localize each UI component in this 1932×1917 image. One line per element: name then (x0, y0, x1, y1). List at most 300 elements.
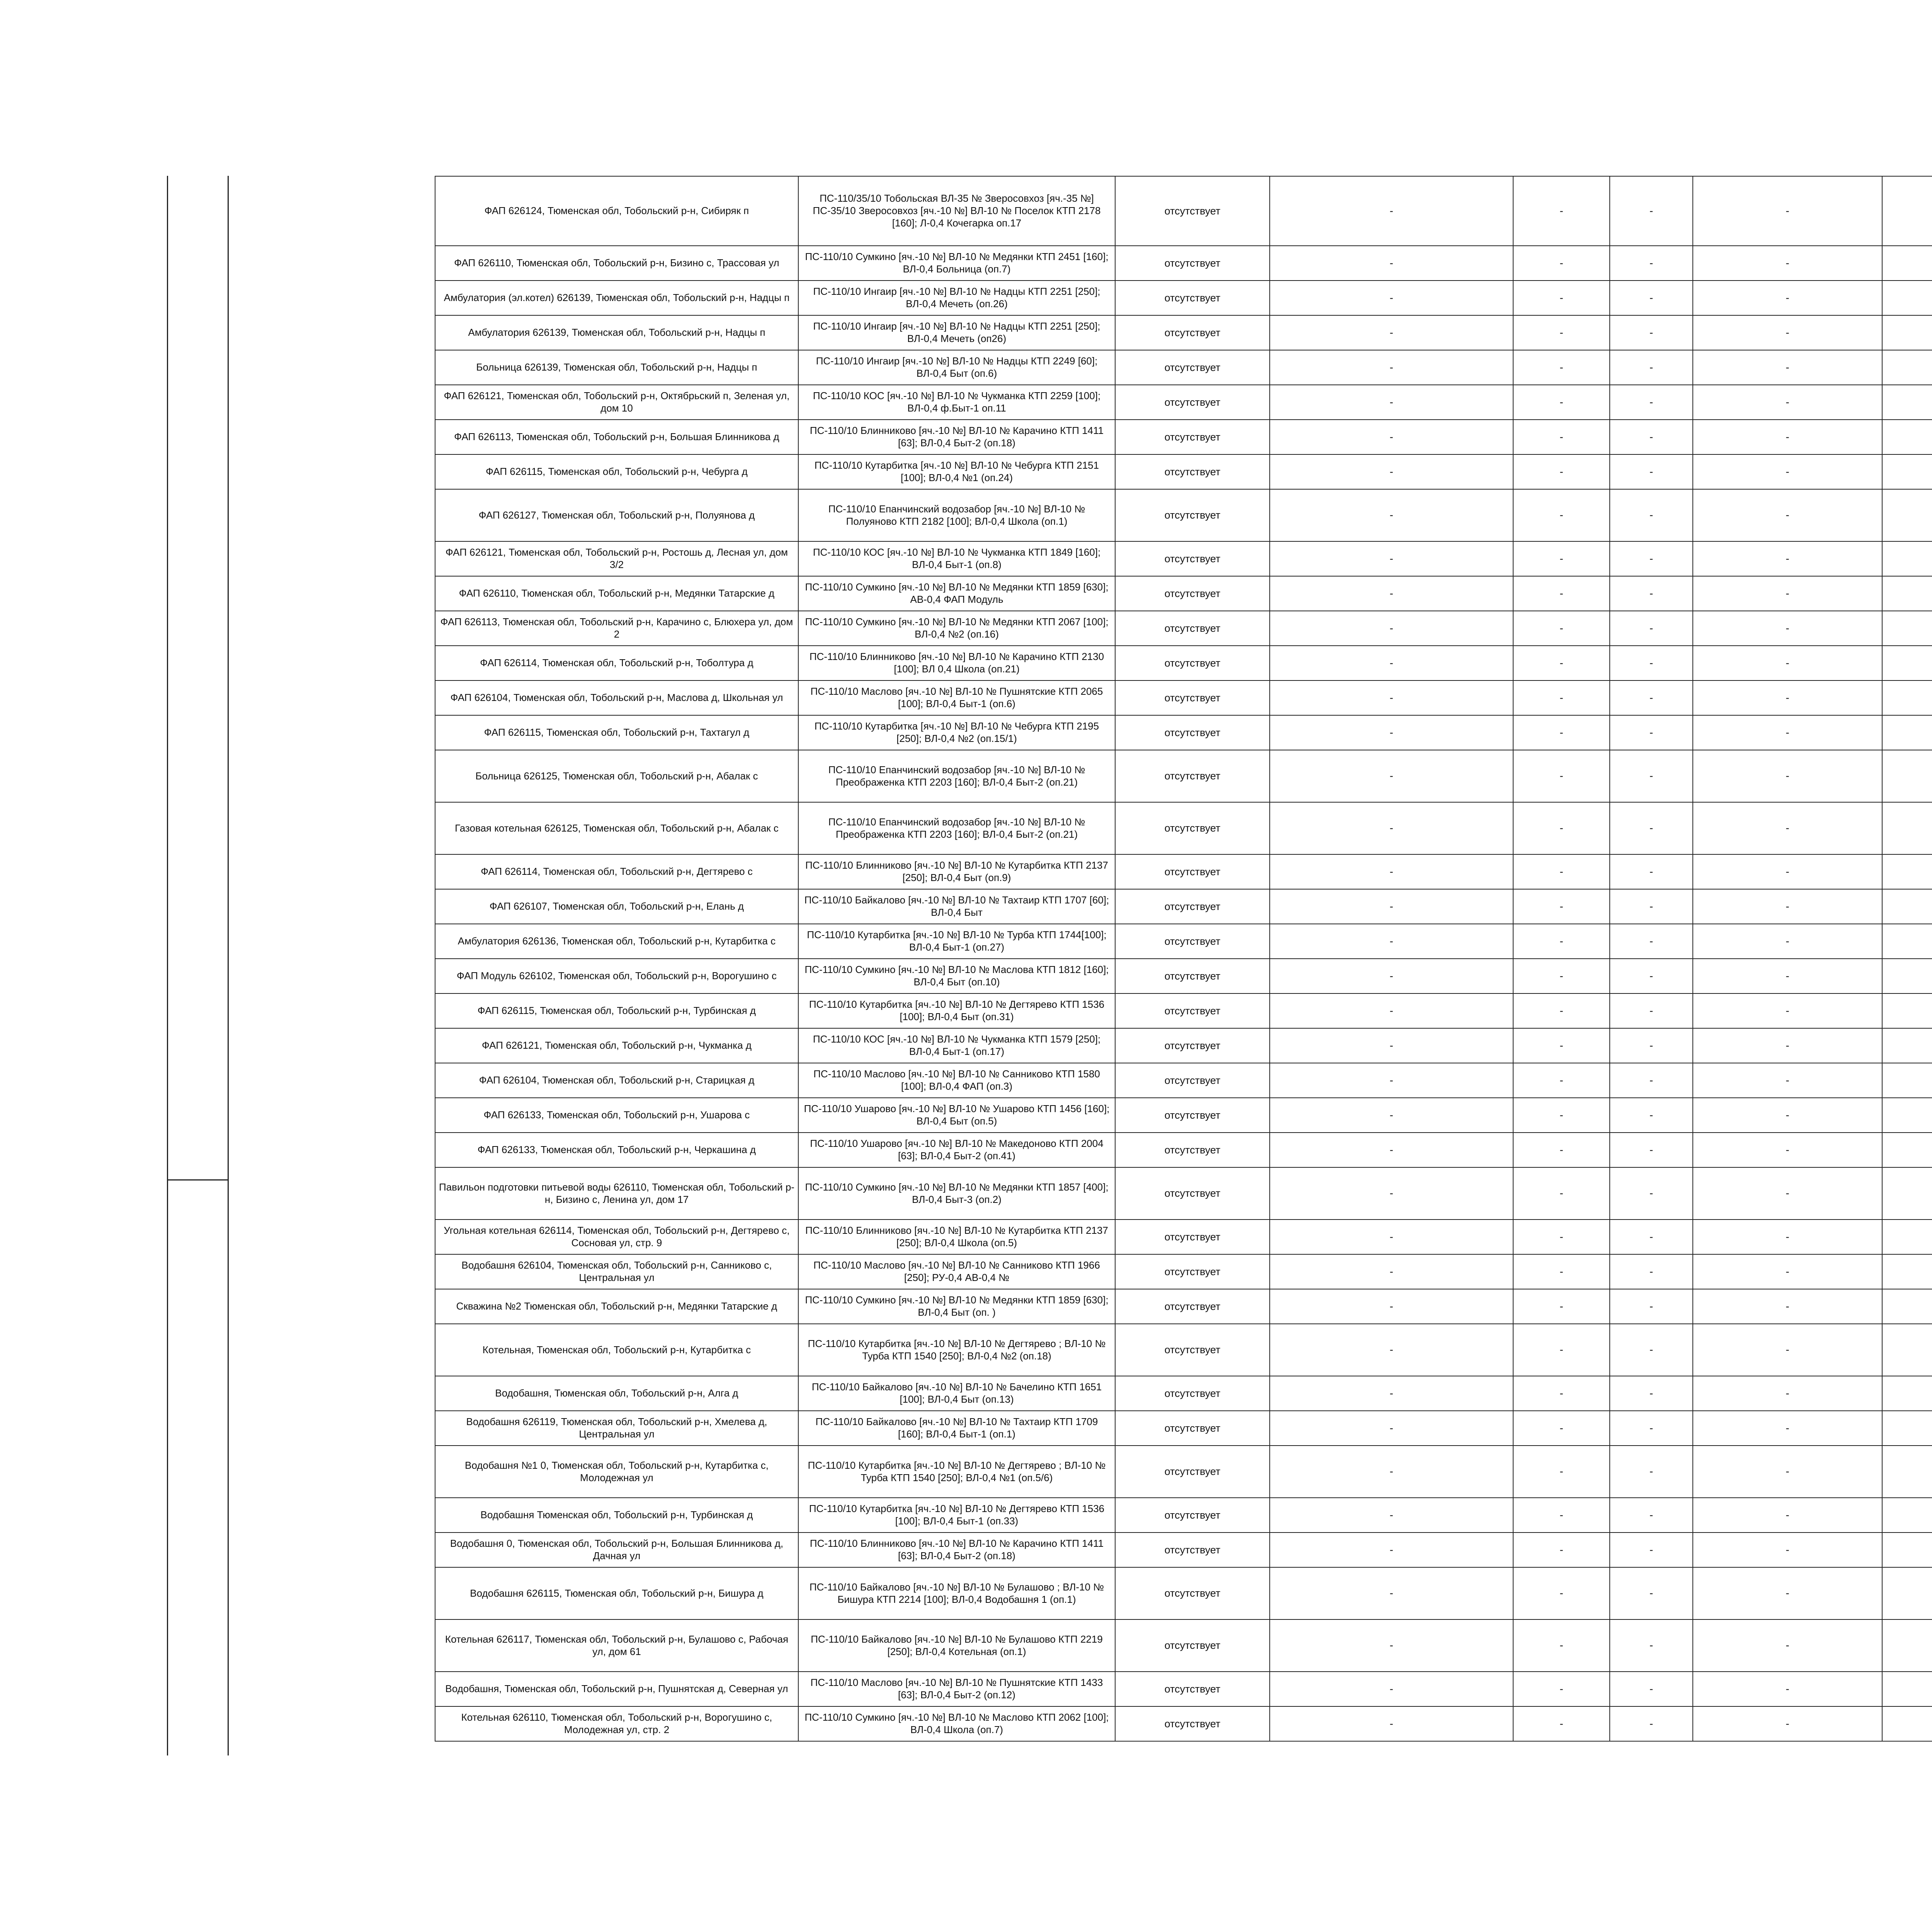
empty-value-cell: - (1693, 1254, 1882, 1289)
table-row (435, 489, 1932, 541)
empty-value-cell (1882, 315, 1932, 350)
empty-value-cell: - (1693, 1533, 1882, 1567)
empty-value-cell: - (1693, 176, 1882, 246)
empty-value-cell: - (1693, 1167, 1882, 1220)
facility-cell: Водобашня Тюменская обл, Тобольский р-н, Турбинская д (435, 1498, 798, 1533)
empty-value-cell (1882, 715, 1932, 750)
empty-value-cell: - (1270, 1672, 1513, 1706)
empty-value-cell (1882, 1133, 1932, 1167)
facility-cell: Водобашня, Тюменская обл, Тобольский р-н, Алга д (435, 1376, 798, 1411)
empty-value-cell: - (1610, 1376, 1693, 1411)
facility-cell: Котельная 626110, Тюменская обл, Тобольский р-н, Ворогушино с, Молодежная ул, стр. 2 (435, 1706, 798, 1741)
empty-value-cell: - (1270, 1289, 1513, 1324)
table-body (435, 176, 1932, 1741)
empty-value-cell: - (1513, 315, 1610, 350)
table-row (435, 1411, 1932, 1446)
table-row (435, 1028, 1932, 1063)
empty-value-cell (1882, 1706, 1932, 1741)
connection-cell: ПС-110/10 Сумкино [яч.-10 №] ВЛ-10 № Медянки КТП 1859 [630]; ВЛ-0,4 Быт (оп. ) (798, 1289, 1115, 1324)
empty-value-cell: - (1610, 1498, 1693, 1533)
empty-value-cell (1882, 1167, 1932, 1220)
empty-value-cell: - (1513, 1411, 1610, 1446)
status-cell: отсутствует (1115, 802, 1270, 854)
connection-cell: ПС-110/10 Байкалово [яч.-10 №] ВЛ-10 № Булашово КТП 2219 [250]; ВЛ-0,4 Котельная (оп.1) (798, 1619, 1115, 1672)
facility-cell: ФАП 626115, Тюменская обл, Тобольский р-н, Тахтагул д (435, 715, 798, 750)
status-cell: отсутствует (1115, 1498, 1270, 1533)
empty-value-cell: - (1270, 680, 1513, 715)
empty-value-cell: - (1610, 541, 1693, 576)
empty-value-cell (1882, 541, 1932, 576)
facility-cell: ФАП 626133, Тюменская обл, Тобольский р-н, Черкашина д (435, 1133, 798, 1167)
empty-value-cell (1882, 1220, 1932, 1254)
table-row (435, 1289, 1932, 1324)
table-row (435, 1706, 1932, 1741)
empty-value-cell: - (1610, 1533, 1693, 1567)
empty-value-cell: - (1693, 750, 1882, 802)
empty-value-cell: - (1513, 802, 1610, 854)
empty-value-cell: - (1693, 715, 1882, 750)
empty-value-cell: - (1270, 1324, 1513, 1376)
empty-value-cell: - (1693, 959, 1882, 993)
table-row (435, 646, 1932, 680)
status-cell: отсутствует (1115, 611, 1270, 646)
empty-value-cell: - (1610, 1672, 1693, 1706)
empty-value-cell: - (1513, 1672, 1610, 1706)
empty-value-cell: - (1270, 1098, 1513, 1133)
empty-value-cell (1882, 1533, 1932, 1567)
status-cell: отсутствует (1115, 1533, 1270, 1567)
facility-cell: Газовая котельная 626125, Тюменская обл, Тобольский р-н, Абалак с (435, 802, 798, 854)
empty-value-cell: - (1610, 246, 1693, 281)
empty-value-cell (1882, 385, 1932, 420)
status-cell: отсутствует (1115, 1167, 1270, 1220)
connection-cell: ПС-110/10 Маслово [яч.-10 №] ВЛ-10 № Санниково КТП 1580 [100]; ВЛ-0,4 ФАП (оп.3) (798, 1063, 1115, 1098)
table-row (435, 993, 1932, 1028)
facility-cell: Водобашня 626104, Тюменская обл, Тобольский р-н, Санниково с, Центральная ул (435, 1254, 798, 1289)
facility-connection-table (435, 176, 1932, 1742)
status-cell: отсутствует (1115, 993, 1270, 1028)
empty-value-cell: - (1270, 1376, 1513, 1411)
connection-cell: ПС-110/10 Маслово [яч.-10 №] ВЛ-10 № Санниково КТП 1966 [250]; РУ-0,4 АВ-0,4 № (798, 1254, 1115, 1289)
status-cell: отсутствует (1115, 1619, 1270, 1672)
facility-cell: ФАП 626113, Тюменская обл, Тобольский р-н, Карачино с, Блюхера ул, дом 2 (435, 611, 798, 646)
empty-value-cell: - (1270, 281, 1513, 315)
facility-cell: ФАП 626121, Тюменская обл, Тобольский р-н, Чукманка д (435, 1028, 798, 1063)
table-row (435, 1672, 1932, 1706)
empty-value-cell: - (1270, 1498, 1513, 1533)
empty-value-cell: - (1693, 1220, 1882, 1254)
table-row (435, 715, 1932, 750)
table-row (435, 1098, 1932, 1133)
empty-value-cell: - (1270, 541, 1513, 576)
status-cell: отсутствует (1115, 646, 1270, 680)
empty-value-cell: - (1610, 889, 1693, 924)
connection-cell: ПС-110/10 Байкалово [яч.-10 №] ВЛ-10 № Булашово ; ВЛ-10 № Бишура КТП 2214 [100]; ВЛ-0,4 Водобашня 1 (оп.1) (798, 1567, 1115, 1619)
status-cell: отсутствует (1115, 350, 1270, 385)
empty-value-cell: - (1610, 1028, 1693, 1063)
empty-value-cell: - (1270, 246, 1513, 281)
connection-cell: ПС-110/10 Блинниково [яч.-10 №] ВЛ-10 № Карачино КТП 1411 [63]; ВЛ-0,4 Быт-2 (оп.18) (798, 1533, 1115, 1567)
empty-value-cell (1882, 1498, 1932, 1533)
empty-value-cell: - (1693, 576, 1882, 611)
table-row (435, 750, 1932, 802)
empty-value-cell: - (1513, 1376, 1610, 1411)
empty-value-cell: - (1270, 646, 1513, 680)
empty-value-cell: - (1513, 854, 1610, 889)
empty-value-cell: - (1693, 1446, 1882, 1498)
table-row (435, 1254, 1932, 1289)
empty-value-cell: - (1610, 1619, 1693, 1672)
table-row (435, 1133, 1932, 1167)
empty-value-cell (1882, 889, 1932, 924)
empty-value-cell: - (1270, 715, 1513, 750)
empty-value-cell: - (1513, 541, 1610, 576)
empty-value-cell: - (1610, 420, 1693, 454)
table-row (435, 1063, 1932, 1098)
empty-value-cell: - (1610, 1254, 1693, 1289)
empty-value-cell: - (1513, 1533, 1610, 1567)
empty-value-cell (1882, 489, 1932, 541)
empty-value-cell: - (1270, 315, 1513, 350)
status-cell: отсутствует (1115, 1063, 1270, 1098)
facility-cell: Амбулатория 626136, Тюменская обл, Тобольский р-н, Кутарбитка с (435, 924, 798, 959)
empty-value-cell: - (1610, 993, 1693, 1028)
empty-value-cell: - (1513, 611, 1610, 646)
table-row (435, 802, 1932, 854)
empty-value-cell (1882, 1063, 1932, 1098)
empty-value-cell: - (1270, 1167, 1513, 1220)
status-cell: отсутствует (1115, 1133, 1270, 1167)
empty-value-cell: - (1693, 1028, 1882, 1063)
empty-value-cell: - (1693, 924, 1882, 959)
empty-value-cell: - (1693, 993, 1882, 1028)
empty-value-cell: - (1270, 1446, 1513, 1498)
empty-value-cell (1882, 611, 1932, 646)
empty-value-cell: - (1693, 802, 1882, 854)
table-row (435, 1533, 1932, 1567)
empty-value-cell: - (1693, 646, 1882, 680)
empty-value-cell: - (1610, 1411, 1693, 1446)
empty-value-cell (1882, 1567, 1932, 1619)
facility-cell: Водобашня 626119, Тюменская обл, Тобольский р-н, Хмелева д, Центральная ул (435, 1411, 798, 1446)
empty-value-cell (1882, 246, 1932, 281)
facility-cell: ФАП 626121, Тюменская обл, Тобольский р-н, Октябрьский п, Зеленая ул, дом 10 (435, 385, 798, 420)
empty-value-cell: - (1693, 1376, 1882, 1411)
facility-cell: ФАП 626107, Тюменская обл, Тобольский р-н, Елань д (435, 889, 798, 924)
empty-value-cell: - (1513, 489, 1610, 541)
facility-cell: ФАП 626115, Тюменская обл, Тобольский р-н, Турбинская д (435, 993, 798, 1028)
empty-value-cell: - (1513, 281, 1610, 315)
empty-value-cell: - (1610, 576, 1693, 611)
empty-value-cell: - (1513, 350, 1610, 385)
empty-value-cell: - (1513, 680, 1610, 715)
empty-value-cell: - (1693, 1619, 1882, 1672)
empty-value-cell (1882, 924, 1932, 959)
empty-value-cell: - (1270, 385, 1513, 420)
connection-cell: ПС-110/10 Кутарбитка [яч.-10 №] ВЛ-10 № Дегтярево ; ВЛ-10 № Турба КТП 1540 [250]; ВЛ-0,4 №1 (оп.5/6) (798, 1446, 1115, 1498)
table-row (435, 680, 1932, 715)
facility-cell: ФАП 626121, Тюменская обл, Тобольский р-н, Ростошь д, Лесная ул, дом 3/2 (435, 541, 798, 576)
facility-cell: Угольная котельная 626114, Тюменская обл, Тобольский р-н, Дегтярево с, Сосновая ул, стр. 9 (435, 1220, 798, 1254)
table-row (435, 1619, 1932, 1672)
table-row (435, 350, 1932, 385)
connection-cell: ПС-110/10 Епанчинский водозабор [яч.-10 №] ВЛ-10 № Преображенка КТП 2203 [160]; ВЛ-0,4 Быт-2 (оп.21) (798, 750, 1115, 802)
table-row (435, 454, 1932, 489)
empty-value-cell: - (1610, 1063, 1693, 1098)
table-row (435, 1376, 1932, 1411)
empty-value-cell: - (1610, 454, 1693, 489)
connection-cell: ПС-110/10 Блинниково [яч.-10 №] ВЛ-10 № Кутарбитка КТП 2137 [250]; ВЛ-0,4 Школа (оп.5) (798, 1220, 1115, 1254)
status-cell: отсутствует (1115, 680, 1270, 715)
connection-cell: ПС-110/10 Маслово [яч.-10 №] ВЛ-10 № Пушнятские КТП 2065 [100]; ВЛ-0,4 Быт-1 (оп.6) (798, 680, 1115, 715)
facility-cell: ФАП 626110, Тюменская обл, Тобольский р-н, Бизино с, Трассовая ул (435, 246, 798, 281)
table-row (435, 611, 1932, 646)
connection-cell: ПС-110/10 Ингаир [яч.-10 №] ВЛ-10 № Надцы КТП 2249 [60]; ВЛ-0,4 Быт (оп.6) (798, 350, 1115, 385)
empty-value-cell: - (1693, 1324, 1882, 1376)
empty-value-cell (1882, 750, 1932, 802)
table-row (435, 176, 1932, 246)
facility-cell: Водобашня 0, Тюменская обл, Тобольский р-н, Большая Блинникова д, Дачная ул (435, 1533, 798, 1567)
connection-cell: ПС-110/10 Кутарбитка [яч.-10 №] ВЛ-10 № Чебурга КТП 2151 [100]; ВЛ-0,4 №1 (оп.24) (798, 454, 1115, 489)
status-cell: отсутствует (1115, 715, 1270, 750)
empty-value-cell (1882, 1098, 1932, 1133)
table-row (435, 1220, 1932, 1254)
empty-value-cell: - (1610, 176, 1693, 246)
connection-cell: ПС-110/10 Байкалово [яч.-10 №] ВЛ-10 № Тахтаир КТП 1709 [160]; ВЛ-0,4 Быт-1 (оп.1) (798, 1411, 1115, 1446)
facility-cell: ФАП 626114, Тюменская обл, Тобольский р-н, Тоболтура д (435, 646, 798, 680)
empty-value-cell: - (1270, 750, 1513, 802)
connection-cell: ПС-110/10 Байкалово [яч.-10 №] ВЛ-10 № Бачелино КТП 1651 [100]; ВЛ-0,4 Быт (оп.13) (798, 1376, 1115, 1411)
table-row (435, 924, 1932, 959)
connection-cell: ПС-110/10 Ингаир [яч.-10 №] ВЛ-10 № Надцы КТП 2251 [250]; ВЛ-0,4 Мечеть (оп26) (798, 315, 1115, 350)
empty-value-cell: - (1610, 924, 1693, 959)
empty-value-cell: - (1513, 1289, 1610, 1324)
facility-cell: ФАП 626115, Тюменская обл, Тобольский р-н, Чебурга д (435, 454, 798, 489)
connection-cell: ПС-110/10 Кутарбитка [яч.-10 №] ВЛ-10 № Чебурга КТП 2195 [250]; ВЛ-0,4 №2 (оп.15/1) (798, 715, 1115, 750)
status-cell: отсутствует (1115, 315, 1270, 350)
status-cell: отсутствует (1115, 924, 1270, 959)
empty-value-cell: - (1693, 315, 1882, 350)
connection-cell: ПС-110/10 Маслово [яч.-10 №] ВЛ-10 № Пушнятские КТП 1433 [63]; ВЛ-0,4 Быт-2 (оп.12) (798, 1672, 1115, 1706)
empty-value-cell (1882, 420, 1932, 454)
facility-cell: ФАП 626124, Тюменская обл, Тобольский р-н, Сибиряк п (435, 176, 798, 246)
connection-cell: ПС-110/10 Ушарово [яч.-10 №] ВЛ-10 № Македоново КТП 2004 [63]; ВЛ-0,4 Быт-2 (оп.41) (798, 1133, 1115, 1167)
connection-cell: ПС-110/10 Сумкино [яч.-10 №] ВЛ-10 № Медянки КТП 1859 [630]; АВ-0,4 ФАП Модуль (798, 576, 1115, 611)
empty-value-cell: - (1610, 1133, 1693, 1167)
empty-value-cell (1882, 1446, 1932, 1498)
empty-value-cell: - (1270, 959, 1513, 993)
empty-value-cell: - (1270, 993, 1513, 1028)
table-row (435, 246, 1932, 281)
empty-value-cell: - (1270, 1028, 1513, 1063)
connection-cell: ПС-110/10 Ингаир [яч.-10 №] ВЛ-10 № Надцы КТП 2251 [250]; ВЛ-0,4 Мечеть (оп.26) (798, 281, 1115, 315)
empty-value-cell (1882, 1324, 1932, 1376)
empty-value-cell: - (1610, 854, 1693, 889)
empty-value-cell: - (1610, 959, 1693, 993)
empty-value-cell: - (1693, 489, 1882, 541)
empty-value-cell: - (1610, 750, 1693, 802)
status-cell: отсутствует (1115, 750, 1270, 802)
status-cell: отсутствует (1115, 854, 1270, 889)
empty-value-cell (1882, 1376, 1932, 1411)
empty-value-cell: - (1693, 1289, 1882, 1324)
status-cell: отсутствует (1115, 1672, 1270, 1706)
empty-value-cell: - (1513, 246, 1610, 281)
status-cell: отсутствует (1115, 1324, 1270, 1376)
connection-cell: ПС-110/10 Блинниково [яч.-10 №] ВЛ-10 № Карачино КТП 2130 [100]; ВЛ 0,4 Школа (оп.21) (798, 646, 1115, 680)
empty-value-cell: - (1693, 454, 1882, 489)
empty-value-cell: - (1270, 454, 1513, 489)
empty-value-cell (1882, 959, 1932, 993)
empty-value-cell: - (1513, 1619, 1610, 1672)
empty-value-cell: - (1513, 1498, 1610, 1533)
empty-value-cell: - (1693, 246, 1882, 281)
empty-value-cell: - (1693, 680, 1882, 715)
empty-value-cell: - (1693, 1411, 1882, 1446)
connection-cell: ПС-110/10 Кутарбитка [яч.-10 №] ВЛ-10 № Дегтярево КТП 1536 [100]; ВЛ-0,4 Быт-1 (оп.33) (798, 1498, 1115, 1533)
empty-value-cell: - (1610, 1706, 1693, 1741)
empty-value-cell: - (1270, 854, 1513, 889)
empty-value-cell: - (1693, 1498, 1882, 1533)
empty-value-cell: - (1270, 1133, 1513, 1167)
connection-cell: ПС-110/10 Блинниково [яч.-10 №] ВЛ-10 № Карачино КТП 1411 [63]; ВЛ-0,4 Быт-2 (оп.18) (798, 420, 1115, 454)
empty-value-cell: - (1693, 541, 1882, 576)
empty-value-cell: - (1610, 1446, 1693, 1498)
empty-value-cell: - (1270, 1706, 1513, 1741)
empty-value-cell (1882, 1028, 1932, 1063)
connection-cell: ПС-110/10 Епанчинский водозабор [яч.-10 №] ВЛ-10 № Преображенка КТП 2203 [160]; ВЛ-0,4 Быт-2 (оп.21) (798, 802, 1115, 854)
status-cell: отсутствует (1115, 889, 1270, 924)
connection-cell: ПС-110/10 КОС [яч.-10 №] ВЛ-10 № Чукманка КТП 1849 [160]; ВЛ-0,4 Быт-1 (оп.8) (798, 541, 1115, 576)
facility-cell: Водобашня №1 0, Тюменская обл, Тобольский р-н, Кутарбитка с, Молодежная ул (435, 1446, 798, 1498)
status-cell: отсутствует (1115, 176, 1270, 246)
empty-value-cell (1882, 1672, 1932, 1706)
empty-value-cell: - (1270, 420, 1513, 454)
empty-value-cell: - (1610, 350, 1693, 385)
empty-value-cell: - (1270, 611, 1513, 646)
status-cell: отсутствует (1115, 959, 1270, 993)
connection-cell: ПС-110/10 Блинниково [яч.-10 №] ВЛ-10 № Кутарбитка КТП 2137 [250]; ВЛ-0,4 Быт (оп.9) (798, 854, 1115, 889)
facility-cell: Водобашня, Тюменская обл, Тобольский р-н, Пушнятская д, Северная ул (435, 1672, 798, 1706)
connection-cell: ПС-110/10 Сумкино [яч.-10 №] ВЛ-10 № Маслово КТП 2062 [100]; ВЛ-0,4 Школа (оп.7) (798, 1706, 1115, 1741)
empty-value-cell: - (1610, 489, 1693, 541)
empty-value-cell: - (1270, 176, 1513, 246)
facility-cell: Амбулатория 626139, Тюменская обл, Тобольский р-н, Надцы п (435, 315, 798, 350)
status-cell: отсутствует (1115, 1098, 1270, 1133)
empty-value-cell: - (1513, 750, 1610, 802)
empty-value-cell: - (1270, 1063, 1513, 1098)
connection-cell: ПС-110/10 Кутарбитка [яч.-10 №] ВЛ-10 № Турба КТП 1744[100]; ВЛ-0,4 Быт-1 (оп.27) (798, 924, 1115, 959)
facility-cell: ФАП 626114, Тюменская обл, Тобольский р-н, Дегтярево с (435, 854, 798, 889)
connection-cell: ПС-110/10 Ушарово [яч.-10 №] ВЛ-10 № Ушарово КТП 1456 [160]; ВЛ-0,4 Быт (оп.5) (798, 1098, 1115, 1133)
empty-value-cell: - (1270, 350, 1513, 385)
empty-value-cell: - (1693, 350, 1882, 385)
empty-value-cell: - (1693, 889, 1882, 924)
empty-value-cell (1882, 1619, 1932, 1672)
empty-value-cell: - (1513, 385, 1610, 420)
empty-value-cell: - (1610, 715, 1693, 750)
empty-value-cell: - (1513, 420, 1610, 454)
empty-value-cell: - (1513, 1254, 1610, 1289)
empty-value-cell: - (1270, 1254, 1513, 1289)
empty-value-cell: - (1270, 489, 1513, 541)
empty-value-cell: - (1693, 385, 1882, 420)
empty-value-cell: - (1693, 611, 1882, 646)
empty-value-cell: - (1513, 959, 1610, 993)
empty-value-cell: - (1513, 715, 1610, 750)
empty-value-cell: - (1610, 802, 1693, 854)
empty-value-cell (1882, 993, 1932, 1028)
empty-value-cell: - (1610, 1567, 1693, 1619)
table-row (435, 1167, 1932, 1220)
empty-value-cell (1882, 854, 1932, 889)
empty-value-cell: - (1513, 889, 1610, 924)
status-cell: отсутствует (1115, 1220, 1270, 1254)
facility-cell: Амбулатория (эл.котел) 626139, Тюменская обл, Тобольский р-н, Надцы п (435, 281, 798, 315)
left-margin-separator (167, 1179, 229, 1180)
empty-value-cell: - (1270, 1619, 1513, 1672)
empty-value-cell: - (1513, 924, 1610, 959)
status-cell: отсутствует (1115, 385, 1270, 420)
empty-value-cell: - (1610, 1167, 1693, 1220)
facility-cell: ФАП Модуль 626102, Тюменская обл, Тобольский р-н, Ворогушино с (435, 959, 798, 993)
empty-value-cell: - (1270, 576, 1513, 611)
empty-value-cell (1882, 576, 1932, 611)
empty-value-cell: - (1513, 1133, 1610, 1167)
connection-cell: ПС-110/10 Байкалово [яч.-10 №] ВЛ-10 № Тахтаир КТП 1707 [60]; ВЛ-0,4 Быт (798, 889, 1115, 924)
empty-value-cell (1882, 1289, 1932, 1324)
table-row (435, 1446, 1932, 1498)
status-cell: отсутствует (1115, 454, 1270, 489)
empty-value-cell: - (1513, 1167, 1610, 1220)
status-cell: отсутствует (1115, 541, 1270, 576)
facility-cell: Павильон подготовки питьевой воды 626110, Тюменская обл, Тобольский р-н, Бизино с, Ленина ул, дом 17 (435, 1167, 798, 1220)
connection-cell: ПС-110/10 КОС [яч.-10 №] ВЛ-10 № Чукманка КТП 2259 [100]; ВЛ-0,4 ф.Быт-1 оп.11 (798, 385, 1115, 420)
empty-value-cell (1882, 281, 1932, 315)
connection-cell: ПС-110/10 Кутарбитка [яч.-10 №] ВЛ-10 № Дегтярево КТП 1536 [100]; ВЛ-0,4 Быт (оп.31) (798, 993, 1115, 1028)
empty-value-cell: - (1693, 1567, 1882, 1619)
facility-cell: ФАП 626127, Тюменская обл, Тобольский р-н, Полуянова д (435, 489, 798, 541)
connection-cell: ПС-110/10 Сумкино [яч.-10 №] ВЛ-10 № Медянки КТП 2451 [160]; ВЛ-0,4 Больница (оп.7) (798, 246, 1115, 281)
empty-value-cell: - (1270, 889, 1513, 924)
empty-value-cell: - (1513, 993, 1610, 1028)
facility-cell: ФАП 626104, Тюменская обл, Тобольский р-н, Маслова д, Школьная ул (435, 680, 798, 715)
empty-value-cell: - (1270, 1567, 1513, 1619)
empty-value-cell: - (1513, 1324, 1610, 1376)
status-cell: отсутствует (1115, 1254, 1270, 1289)
empty-value-cell: - (1610, 1324, 1693, 1376)
facility-cell: ФАП 626133, Тюменская обл, Тобольский р-н, Ушарова с (435, 1098, 798, 1133)
empty-value-cell: - (1513, 1098, 1610, 1133)
table-row (435, 1498, 1932, 1533)
empty-value-cell: - (1693, 1133, 1882, 1167)
status-cell: отсутствует (1115, 1411, 1270, 1446)
connection-cell: ПС-110/10 Кутарбитка [яч.-10 №] ВЛ-10 № Дегтярево ; ВЛ-10 № Турба КТП 1540 [250]; ВЛ-0,4 №2 (оп.18) (798, 1324, 1115, 1376)
status-cell: отсутствует (1115, 576, 1270, 611)
table-row (435, 385, 1932, 420)
empty-value-cell: - (1513, 646, 1610, 680)
empty-value-cell: - (1513, 176, 1610, 246)
facility-cell: ФАП 626104, Тюменская обл, Тобольский р-н, Старицкая д (435, 1063, 798, 1098)
empty-value-cell: - (1693, 420, 1882, 454)
facility-cell: Котельная 626117, Тюменская обл, Тобольский р-н, Булашово с, Рабочая ул, дом 61 (435, 1619, 798, 1672)
facility-cell: Больница 626125, Тюменская обл, Тобольский р-н, Абалак с (435, 750, 798, 802)
status-cell: отсутствует (1115, 1706, 1270, 1741)
empty-value-cell: - (1610, 646, 1693, 680)
empty-value-cell (1882, 1254, 1932, 1289)
connection-cell: ПС-110/10 Сумкино [яч.-10 №] ВЛ-10 № Маслова КТП 1812 [160]; ВЛ-0,4 Быт (оп.10) (798, 959, 1115, 993)
empty-value-cell (1882, 176, 1932, 246)
